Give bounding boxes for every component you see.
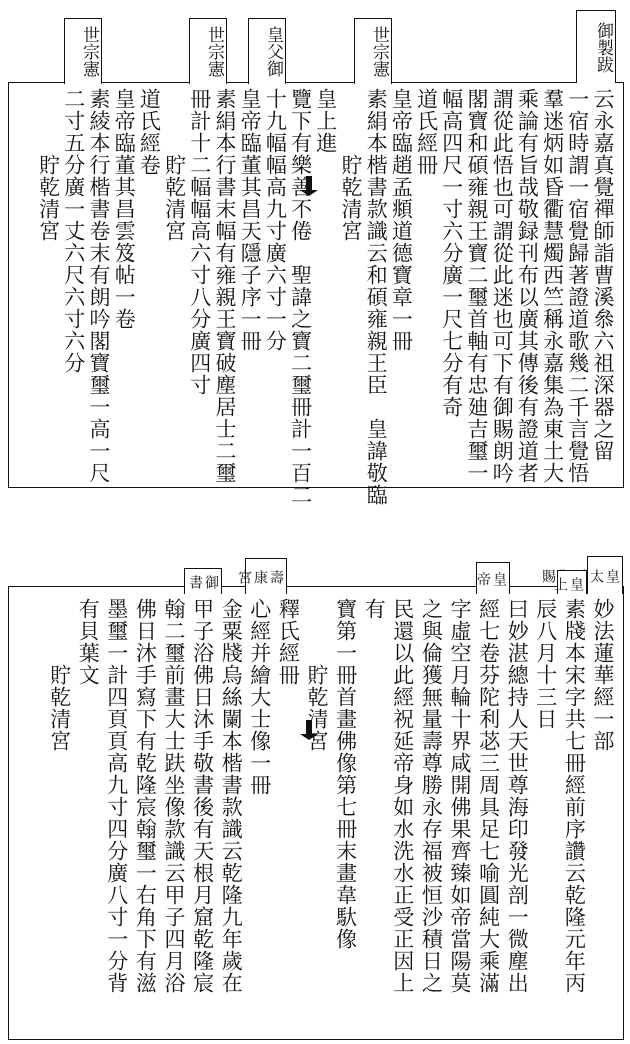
text-column: 乘論有旨哉敬録刊布以廣其傳後有證道者 xyxy=(515,88,540,484)
text-column: 貯乾清宮 xyxy=(47,598,72,752)
text-column: 素絹本楷書款識云和碩雍親王臣 皇諱敬臨 xyxy=(364,88,389,506)
tab-header: 御製跋 xyxy=(576,10,616,83)
text-column: 道氏經卷 xyxy=(137,88,162,176)
text-column: 釋氏經冊 xyxy=(276,598,301,686)
tab-header: 壽康宮 xyxy=(245,558,287,594)
text-column: 妙法蓮華經一部 xyxy=(591,598,615,752)
text-column: 金粟牋烏絲闌本楷書款識云乾隆九年歲在 xyxy=(219,598,244,994)
text-column: 皇帝臨董其昌天隱子序一冊 xyxy=(238,88,263,352)
text-column: 二寸五分廣一丈六尺六寸六分 xyxy=(61,88,86,374)
tab-header: 皇父御 xyxy=(248,18,286,84)
text-column: 覽下有樂善不倦 聖諱之寶二璽冊計一百二 xyxy=(288,88,313,506)
text-column: 辰八月十三日 xyxy=(533,598,558,730)
text-column: 冊計十二幅幅高六寸八分廣四寸 xyxy=(187,88,212,396)
text-column: 寶第一冊首畫佛像第七冊末畫韋馱像 xyxy=(333,598,358,950)
tab-header: 世宗憲 xyxy=(189,18,227,84)
text-column: 云永嘉真覺禪師詣曹溪叅六祖深器之留 xyxy=(591,88,615,462)
tab-header: 皇帝 xyxy=(476,562,510,594)
text-column: 曰妙湛總持人天世尊海印發光剖一微塵出 xyxy=(505,598,530,994)
text-column: 民還以此經祝延帝身如水洗水正受正因上 xyxy=(390,598,415,994)
tab-header: 皇上 xyxy=(557,570,587,594)
text-column: 皇帝臨趙孟頫道德寶章一冊 xyxy=(389,88,414,352)
text-column: 心經并繪大士像一冊 xyxy=(247,598,272,796)
text-column: 貯乾清宮 xyxy=(162,88,187,242)
text-column: 皇上進 xyxy=(313,88,338,154)
text-column: 羣迷炳如昏衢慧燭西竺稱永嘉集為東土大 xyxy=(540,88,565,484)
text-column: 貯乾清宮 xyxy=(36,88,61,242)
text-column: 謂從此悟也可謂從此迷也可下有御賜朗吟 xyxy=(490,88,515,484)
tab-header: 御書 xyxy=(184,568,222,594)
text-column: 經七卷芬陀利苾三周具足七喻圓純大乘滿 xyxy=(476,598,501,994)
text-column: 翰二璽前畫大士趺坐像款識云甲子四月浴 xyxy=(162,598,186,994)
text-column: 素牋本宋字共七冊經前序讚云乾隆元年丙 xyxy=(562,598,587,994)
text-column: 之與倫獲無量壽尊勝永存福被恒沙積日之 xyxy=(419,598,444,994)
text-column: 佛日沐手寫下有乾隆宸翰璽一右角下有滋 xyxy=(133,598,158,994)
tab-header: 皇太 賜 xyxy=(587,556,623,594)
text-column: 有貝葉文 xyxy=(76,598,101,686)
text-column: 閣寶和碩雍親王寶二璽首軸有忠廸吉璽一 xyxy=(465,88,489,484)
text-column: 皇帝臨董其昌雲笈帖一卷 xyxy=(112,88,137,330)
text-column: 十九幅幅高九寸廣六寸一分 xyxy=(263,88,288,352)
text-column: 字虛空月輪十界咸開佛果齊臻如帝當陽莫 xyxy=(448,598,472,994)
tab-header: 世宗憲 xyxy=(354,18,392,84)
text-column: 道氏經冊 xyxy=(414,88,439,176)
text-column: 甲子浴佛日沐手敬書後有天根月窟乾隆宸 xyxy=(190,598,215,994)
text-column: 幅高四尺一寸六分廣一尺七分有奇 xyxy=(439,88,464,418)
text-column: 有 xyxy=(362,598,387,620)
text-column: 墨璽一計四頁頁高九寸四分廣八寸一分背 xyxy=(104,598,129,994)
text-column: 素綾本行楷書卷末有朗吟閣寶璽一高一尺 xyxy=(87,88,111,484)
text-column: 貯乾清宮 xyxy=(339,88,363,242)
text-column: 貯乾清宮 xyxy=(305,598,329,752)
text-column: 一宿時謂一宿覺歸著證道歌幾二千言覺悟 xyxy=(565,88,590,484)
tab-header: 世宗憲 xyxy=(64,18,102,84)
text-column: 素絹本行書末幅有雍親王寶破塵居士二璽 xyxy=(213,88,237,484)
